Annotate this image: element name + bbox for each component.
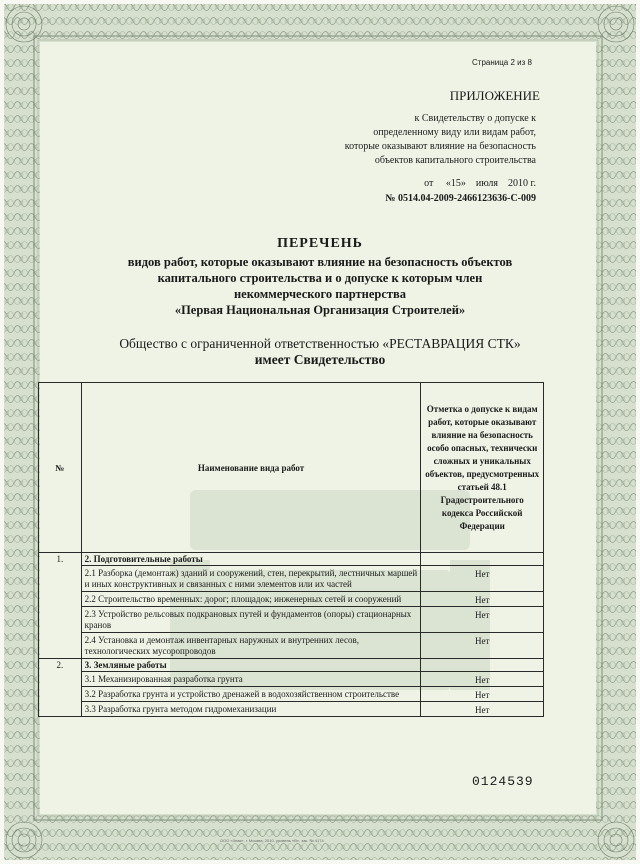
section-title: 3. Земляные работы xyxy=(81,659,421,672)
list-subtitle-line: «Первая Национальная Организация Строителей» xyxy=(174,303,466,317)
work-permit-mark: Нет xyxy=(421,702,544,717)
work-name: 3.3 Разработка грунта методом гидромеханизации xyxy=(81,702,421,717)
annex-title: ПРИЛОЖЕНИЕ xyxy=(449,88,540,103)
list-title: ПЕРЕЧЕНЬ xyxy=(277,236,363,251)
work-name: 3.2 Разработка грунта и устройство дренажей в водохозяйственном строительстве xyxy=(81,687,421,702)
organization-name: Общество с ограниченной ответственностью «РЕСТАВРАЦИЯ СТК» xyxy=(119,336,521,351)
table-row xyxy=(39,607,544,633)
work-permit-mark: Нет xyxy=(421,566,544,592)
header-num: № xyxy=(39,383,82,553)
work-name: 2.2 Строительство временных: дорог; площадок; инженерных сетей и сооружений xyxy=(81,592,421,607)
work-permit-mark: Нет xyxy=(421,633,544,659)
list-subtitle-line: видов работ, которые оказывают влияние на безопасность объектов xyxy=(127,255,513,269)
table-row xyxy=(39,687,544,702)
work-permit-mark: Нет xyxy=(421,687,544,702)
table-row xyxy=(39,592,544,607)
list-subtitle-line: некоммерческого партнерства xyxy=(233,287,407,301)
table-row xyxy=(39,702,544,717)
table-row xyxy=(39,566,544,592)
date-year: 2010 г. xyxy=(508,178,536,189)
annex-line: к Свидетельству о допуске к xyxy=(414,113,536,124)
date-month: июля xyxy=(475,178,499,189)
works-table xyxy=(38,382,544,717)
date-prefix: от xyxy=(424,178,434,189)
serial-number: 0124539 xyxy=(472,774,534,789)
section-number: 1. xyxy=(39,553,82,659)
table-header-row xyxy=(39,383,544,553)
header-mark: Отметка о допуске к видам работ, которые оказывают влияние на безопасность особо опасных, технически сложных и уникальных объектов, предусмотренных статьей 48.1 Градостроительного кодекса Российской Федерации xyxy=(421,383,544,553)
annex-line: определенному виду или видам работ, xyxy=(373,127,536,138)
section-mark-empty xyxy=(421,553,544,566)
annex-date xyxy=(250,178,536,189)
printer-note: ООО «Знак», г. Москва, 2010, уровень «В», зак. № 4174 xyxy=(220,838,324,843)
annex-line: объектов капитального строительства xyxy=(374,155,536,166)
organization-status: имеет Свидетельство xyxy=(254,352,386,367)
annex-line: которые оказывают влияние на безопасность xyxy=(344,141,536,152)
section-mark-empty xyxy=(421,659,544,672)
work-name: 2.3 Устройство рельсовых подкрановых путей и фундаментов (опоры) стационарных кранов xyxy=(81,607,421,633)
work-permit-mark: Нет xyxy=(421,592,544,607)
page-number: Страница 2 из 8 xyxy=(472,58,532,67)
work-name: 2.1 Разборка (демонтаж) зданий и сооружений, стен, перекрытий, лестничных маршей и иных конструктивных и связанных с ними элементов или их частей xyxy=(81,566,421,592)
section-number: 2. xyxy=(39,659,82,717)
header-name: Наименование вида работ xyxy=(81,383,421,553)
section-title: 2. Подготовительные работы xyxy=(81,553,421,566)
work-name: 3.1 Механизированная разработка грунта xyxy=(81,672,421,687)
list-subtitle-line: капитального строительства и о допуске к которым член xyxy=(157,271,483,285)
table-row xyxy=(39,633,544,659)
section-header-row xyxy=(39,659,544,672)
work-permit-mark: Нет xyxy=(421,607,544,633)
certificate-number: № 0514.04-2009-2466123636-С-009 xyxy=(385,193,536,204)
work-name: 2.4 Установка и демонтаж инвентарных наружных и внутренних лесов, технологических мусоропроводов xyxy=(81,633,421,659)
date-day: «15» xyxy=(445,178,466,189)
section-header-row xyxy=(39,553,544,566)
work-permit-mark: Нет xyxy=(421,672,544,687)
table-row xyxy=(39,672,544,687)
